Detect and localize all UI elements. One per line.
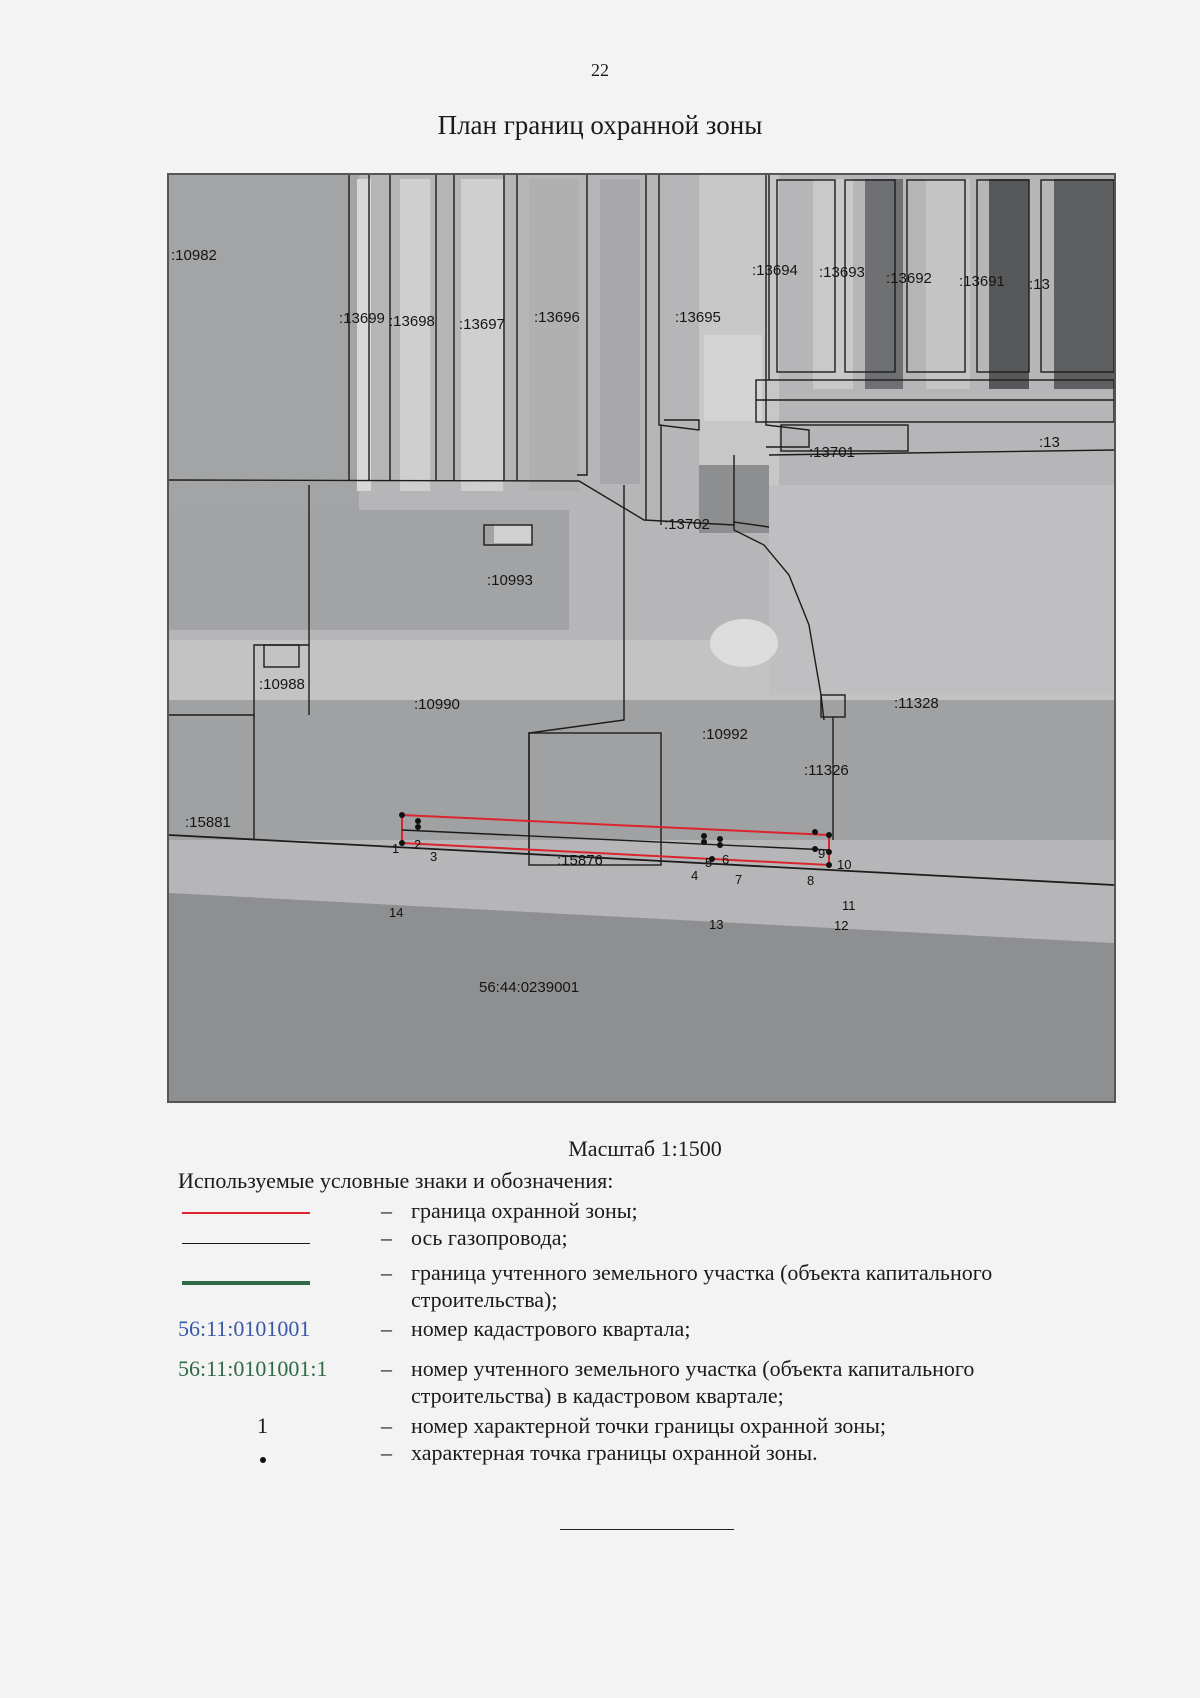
- point-number-6: 6: [722, 852, 730, 867]
- building-6: [704, 335, 762, 421]
- legend-symbol-quarter-number: 56:11:0101001: [178, 1316, 311, 1341]
- zone-point-9: [812, 829, 818, 835]
- zone-point-4: [701, 833, 707, 839]
- building-11: [1054, 179, 1114, 389]
- zone-point-5: [701, 839, 707, 845]
- legend-title: Используемые условные знаки и обозначения:: [178, 1168, 614, 1193]
- building-2: [400, 179, 430, 491]
- legend-dash: –: [381, 1413, 392, 1438]
- point-number-11: 11: [842, 898, 856, 913]
- legend-red-line: [182, 1212, 310, 1214]
- legend-dash: –: [381, 1356, 392, 1381]
- building-5: [600, 179, 640, 484]
- map-canvas: [169, 175, 1114, 1101]
- zone-point-11: [826, 849, 832, 855]
- legend-dash: –: [381, 1225, 392, 1250]
- parcel-label-13693: :13693: [819, 264, 865, 281]
- legend-item-zone-boundary: [178, 1197, 1098, 1224]
- parcel-label-10990: :10990: [414, 696, 460, 713]
- page-number: 22: [591, 60, 609, 80]
- point-number-5: 5: [705, 855, 713, 870]
- parcel-label-13697: :13697: [459, 316, 505, 333]
- parcel-label-10992: :10992: [702, 726, 748, 743]
- building-3: [461, 179, 503, 491]
- zone-point-14: [399, 840, 405, 846]
- map-area-field: [169, 175, 359, 510]
- legend-text: граница учтенного земельного участка (объекта капитального строительства);: [411, 1260, 993, 1312]
- quarter-label: 56:44:0239001: [479, 979, 580, 996]
- point-number-13: 13: [709, 917, 724, 932]
- parcel-label-10993: :10993: [487, 572, 533, 589]
- point-number-4: 4: [691, 868, 699, 883]
- legend-dash: –: [381, 1198, 392, 1223]
- zone-point-7: [717, 842, 723, 848]
- parcel-label-13-a: :13: [1029, 276, 1050, 293]
- parcel-label-10982: :10982: [171, 247, 217, 264]
- map-area-verge: [169, 700, 1114, 840]
- legend-item-point-number: [178, 1412, 1098, 1439]
- zone-point-2: [415, 818, 421, 824]
- point-number-14: 14: [389, 905, 404, 920]
- parcel-label-13699: :13699: [339, 310, 385, 327]
- legend-symbol-point-number: 1: [257, 1413, 268, 1438]
- legend-item-quarter-number: [178, 1315, 1098, 1342]
- scale-text: Масштаб 1:1500: [568, 1136, 722, 1161]
- zone-point-6: [717, 836, 723, 842]
- legend-text: граница охранной зоны;: [411, 1198, 638, 1223]
- building-7: [813, 179, 853, 389]
- parcel-label-13701: :13701: [809, 444, 855, 461]
- legend-text: ось газопровода;: [411, 1225, 568, 1250]
- point-number-3: 3: [430, 849, 438, 864]
- legend-symbol-parcel-number: 56:11:0101001:1: [178, 1356, 328, 1381]
- legend-item-parcel-number: [178, 1355, 1098, 1409]
- parcel-label-13692: :13692: [886, 270, 932, 287]
- legend-item-parcel-boundary: [178, 1259, 1098, 1313]
- page-title: План границ охранной зоны: [437, 110, 763, 140]
- point-number-7: 7: [735, 872, 743, 887]
- zone-point-12: [826, 862, 832, 868]
- parcel-label-10988: :10988: [259, 676, 305, 693]
- parcel-label-13-b: :13: [1039, 434, 1060, 451]
- point-number-12: 12: [834, 918, 849, 933]
- parcel-label-13702: :13702: [664, 516, 710, 533]
- building-13: [494, 525, 532, 543]
- point-number-9: 9: [818, 846, 826, 861]
- parcel-label-13698: :13698: [389, 313, 435, 330]
- end-divider: [560, 1529, 734, 1530]
- zone-point-1: [399, 812, 405, 818]
- legend-text: номер кадастрового квартала;: [411, 1316, 691, 1341]
- legend-dash: –: [381, 1316, 392, 1341]
- parcel-label-13691: :13691: [959, 273, 1005, 290]
- parcel-label-13696: :13696: [534, 309, 580, 326]
- point-number-2: 2: [414, 837, 422, 852]
- legend-item-gas-axis: [178, 1224, 1098, 1251]
- point-number-10: 10: [837, 857, 852, 872]
- legend-black-line: [182, 1243, 310, 1244]
- protection-zone-map: [167, 173, 1116, 1103]
- parcel-label-11326: :11326: [804, 762, 849, 779]
- parcel-label-13695: :13695: [675, 309, 721, 326]
- legend-item-point: [178, 1439, 1098, 1466]
- legend-text: характерная точка границы охранной зоны.: [411, 1440, 818, 1465]
- parcel-label-15881: :15881: [185, 814, 231, 831]
- point-number-1: 1: [392, 841, 400, 856]
- legend-dash: –: [381, 1260, 392, 1285]
- parcel-label-11328: :11328: [894, 695, 939, 712]
- legend-dash: –: [381, 1440, 392, 1465]
- legend-green-line: [182, 1281, 310, 1285]
- legend-text: номер учтенного земельного участка (объекта капитального строительства) в кадастровом квартале;: [411, 1356, 975, 1408]
- zone-point-3: [415, 824, 421, 830]
- sand-pile: [710, 619, 778, 667]
- parcel-label-13694: :13694: [752, 262, 798, 279]
- zone-point-10: [826, 832, 832, 838]
- building-4: [529, 179, 579, 491]
- parcel-label-15876: :15876: [557, 852, 603, 869]
- point-number-8: 8: [807, 873, 815, 888]
- legend-text: номер характерной точки границы охранной зоны;: [411, 1413, 887, 1438]
- map-area-lot: [769, 485, 1114, 695]
- legend-dot: [260, 1457, 266, 1463]
